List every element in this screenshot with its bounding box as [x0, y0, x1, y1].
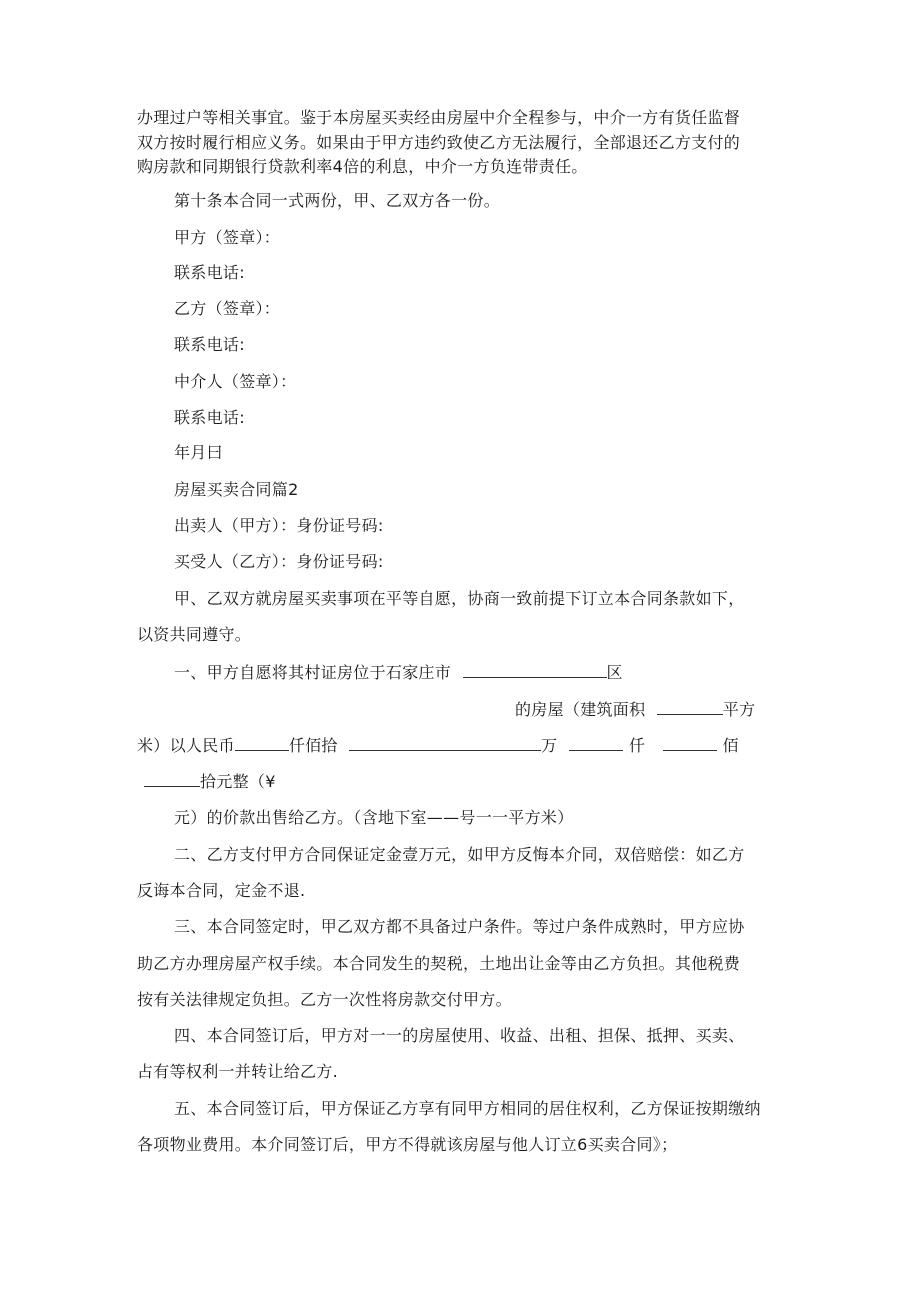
item-2-line-1: 二、乙方支付甲方合同保证定金壹万元，如甲方反悔本介同，双倍赔偿：如乙方 [174, 845, 745, 864]
item-3-line-2: 助乙方办理房屋产权手续。本合同发生的契税，土地出让金等由乙方负担。其他税费 [137, 954, 741, 973]
item-1-location-label: 一、甲方自愿将其村证房位于石家庄市 [174, 663, 452, 682]
area-unit: 平方 [722, 700, 756, 719]
intro-line-3: 购房款和同期银行贷款利率4倍的利息，中介一方负连带责任。 [137, 157, 588, 176]
area-label: 的房屋（建筑面积 [515, 700, 646, 719]
intermediary-phone: 联系电话: [174, 408, 245, 427]
district-label: 区 [606, 663, 623, 682]
price-unit-3: 仟 [628, 736, 646, 755]
item-4-line-2: 占有等权利一并转让给乙方. [137, 1062, 338, 1081]
contract-2-title: 房屋买卖合同篇2 [174, 480, 299, 499]
party-a-signature: 甲方（签章）： [174, 228, 281, 247]
article-10: 第十条本合同一式两份，甲、乙双方各一份。 [174, 191, 501, 210]
price-unit-4: 佰 [722, 736, 739, 755]
signing-date: 年月曰 [174, 443, 223, 462]
price-unit-5: 拾元整（¥ [200, 772, 276, 791]
item-5-line-2: 各项物业费用。本介同签订后，甲方不得就该房屋与他人订立6买卖合同》； [137, 1135, 678, 1154]
intermediary-signature: 中介人（签章）： [174, 372, 297, 391]
price-blank-5 [144, 771, 200, 787]
item-3-line-1: 三、本合同签定时，甲乙双方都不具备过户条件。等过户条件成熟时，甲方应协 [174, 917, 745, 936]
preamble-line-1: 甲、乙双方就房屋买卖事项在平等自愿，协商一致前提下订立本合同条款如下， [174, 589, 745, 608]
price-unit-1: 仟佰拾 [288, 736, 338, 755]
party-a-phone: 联系电话: [174, 263, 245, 282]
price-blank-3 [569, 735, 623, 751]
item-2-line-2: 反诲本合同，定金不退. [137, 881, 306, 900]
price-blank-1 [235, 735, 289, 751]
intro-line-1: 办理过户等相关事宜。鉴于本房屋买卖经由房屋中介全程参与，中介一方有货任监督 [137, 108, 741, 127]
item-1-line-1 [174, 662, 623, 683]
item-3-line-3: 按有关法律规定负担。乙方一次性将房款交付甲方。 [137, 990, 512, 1009]
district-blank [463, 662, 607, 678]
preamble-line-2: 以资共同遵守。 [137, 625, 252, 644]
intro-line-2: 双方按时履行相应义务。如果由于甲方违约致使乙方无法履行，全部退还乙方支付的 [137, 133, 741, 152]
item-5-line-1: 五、本合同签订后，甲方保证乙方享有同甲方相同的居住权利，乙方保证按期缴纳 [174, 1099, 761, 1118]
item-4-line-1: 四、本合同签订后，甲方对一一的房屋使用、收益、出租、担保、抵押、买卖、 [174, 1026, 745, 1045]
seller-line: 出卖人（甲方）：身份证号码: [174, 516, 384, 535]
price-label: 米）以人民币 [137, 736, 235, 755]
item-1-line-4 [144, 771, 276, 792]
buyer-line: 买受人（乙方）：身份证号码: [174, 552, 384, 571]
party-b-phone: 联系电话: [174, 335, 245, 354]
price-unit-2: 万 [541, 736, 558, 755]
party-b-signature: 乙方（签章）： [174, 299, 281, 318]
price-blank-2 [349, 735, 541, 751]
price-blank-4 [663, 735, 717, 751]
item-1-line-2 [515, 699, 755, 720]
item-1-line-5: 元）的价款出售给乙方。（含地下室——号一一平方米） [174, 808, 574, 827]
item-1-line-3 [137, 735, 739, 756]
area-blank [657, 699, 723, 715]
